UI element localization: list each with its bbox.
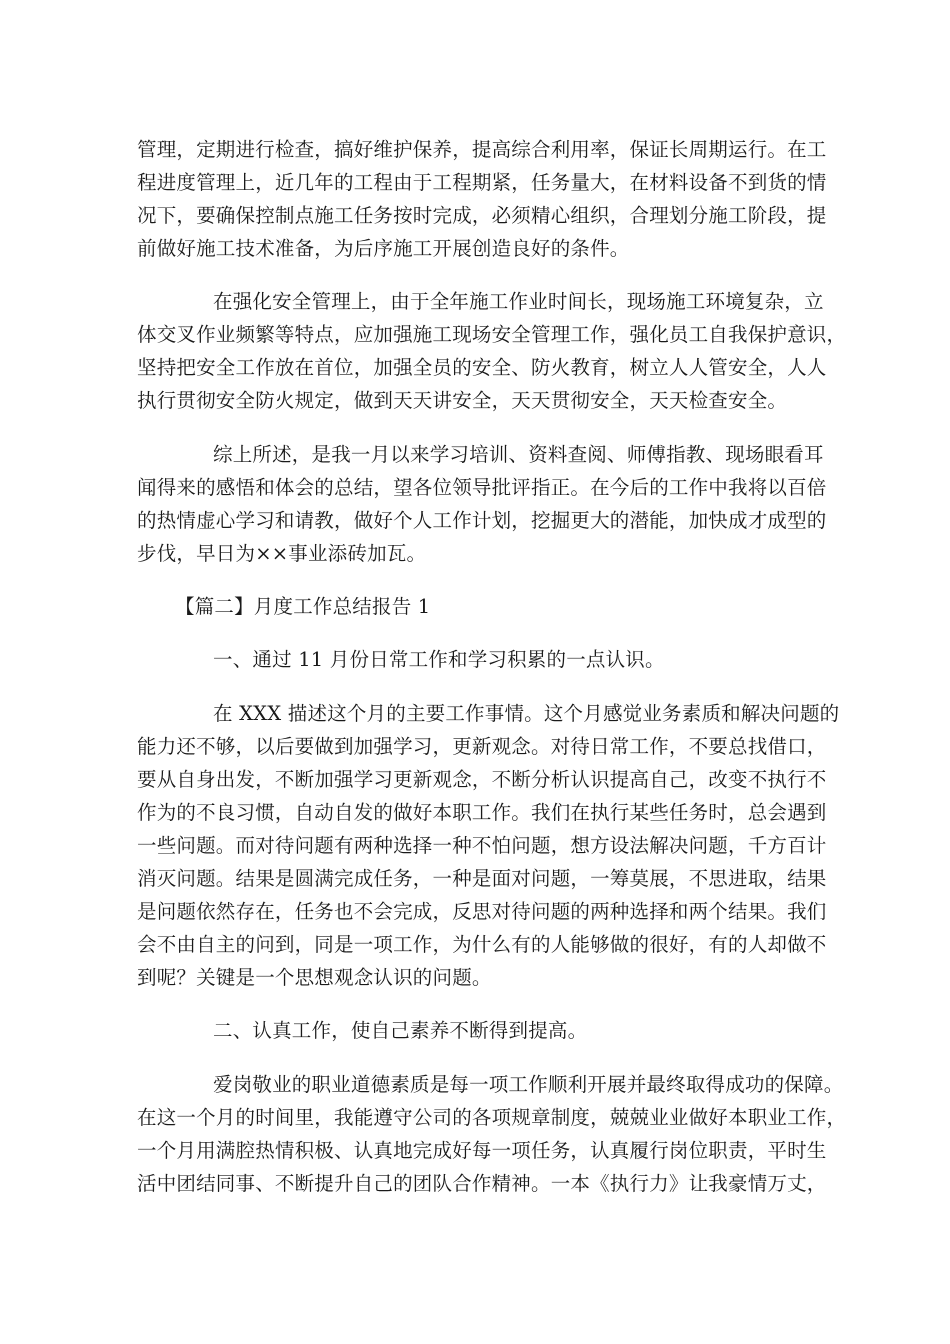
text-line: 闻得来的感悟和体会的总结，望各位领导批评指正。在今后的工作中我将以百倍 [137, 476, 827, 499]
text-line: 在强化安全管理上，由于全年施工作业时间长，现场施工环境复杂，立 [213, 290, 824, 313]
text-line: 管理，定期进行检查，搞好维护保养，提高综合利用率，保证长周期运行。在工 [137, 138, 827, 161]
text-line: 的热情虚心学习和请教，做好个人工作计划，挖掘更大的潜能，加快成才成型的 [137, 509, 827, 532]
text-line: 能力还不够，以后要做到加强学习，更新观念。对待日常工作，不要总找借口， [137, 735, 827, 758]
text-line: 一些问题。而对待问题有两种选择一种不怕问题，想方设法解决问题，千方百计 [137, 834, 827, 857]
text-line: 在这一个月的时间里，我能遵守公司的各项规章制度，兢兢业业做好本职业工作， [137, 1106, 847, 1129]
text-line: 前做好施工技术准备，为后序施工开展创造良好的条件。 [137, 237, 630, 260]
text-line: 一个月用满腔热情积极、认真地完成好每一项任务，认真履行岗位职责，平时生 [137, 1139, 827, 1162]
text-line: 要从自身出发，不断加强学习更新观念，不断分析认识提高自己，改变不执行不 [137, 768, 827, 791]
text-line: 体交叉作业频繁等特点，应加强施工现场安全管理工作，强化员工自我保护意识， [137, 323, 847, 346]
text-line: 坚持把安全工作放在首位，加强全员的安全、防火教育，树立人人管安全，人人 [137, 356, 827, 379]
text-line: 综上所述，是我一月以来学习培训、资料查阅、师傅指教、现场眼看耳 [213, 443, 824, 466]
text-line: 况下，要确保控制点施工任务按时完成，必须精心组织，合理划分施工阶段，提 [137, 204, 827, 227]
text-line: 执行贯彻安全防火规定，做到天天讲安全，天天贯彻安全，天天检查安全。 [137, 389, 788, 412]
text-line: 程进度管理上，近几年的工程由于工程期紧，任务量大，在材料设备不到货的情 [137, 171, 827, 194]
text-line: 会不由自主的问到，同是一项工作，为什么有的人能够做的很好，有的人却做不 [137, 933, 827, 956]
section-heading: 【篇二】月度工作总结报告 1 [175, 595, 431, 618]
text-line: 作为的不良习惯，自动自发的做好本职工作。我们在执行某些任务时，总会遇到 [137, 801, 827, 824]
text-line: 消灭问题。结果是圆满完成任务，一种是面对问题，一筹莫展，不思进取，结果 [137, 867, 827, 890]
text-line: 在 XXX 描述这个月的主要工作事情。这个月感觉业务素质和解决问题的 [213, 702, 840, 725]
text-line: 爱岗敬业的职业道德素质是每一项工作顺利开展并最终取得成功的保障。 [213, 1073, 844, 1096]
text-line: 是问题依然存在，任务也不会完成，反思对待问题的两种选择和两个结果。我们 [137, 900, 827, 923]
text-line: 活中团结同事、不断提升自己的团队合作精神。一本《执行力》让我豪情万丈， [137, 1172, 827, 1195]
subsection-title: 一、通过 11 月份日常工作和学习积累的一点认识。 [213, 648, 665, 671]
text-line: 步伐，早日为××事业添砖加瓦。 [137, 542, 427, 565]
text-line: 到呢？关键是一个思想观念认识的问题。 [137, 966, 492, 989]
subsection-title: 二、认真工作，使自己素养不断得到提高。 [213, 1019, 588, 1042]
